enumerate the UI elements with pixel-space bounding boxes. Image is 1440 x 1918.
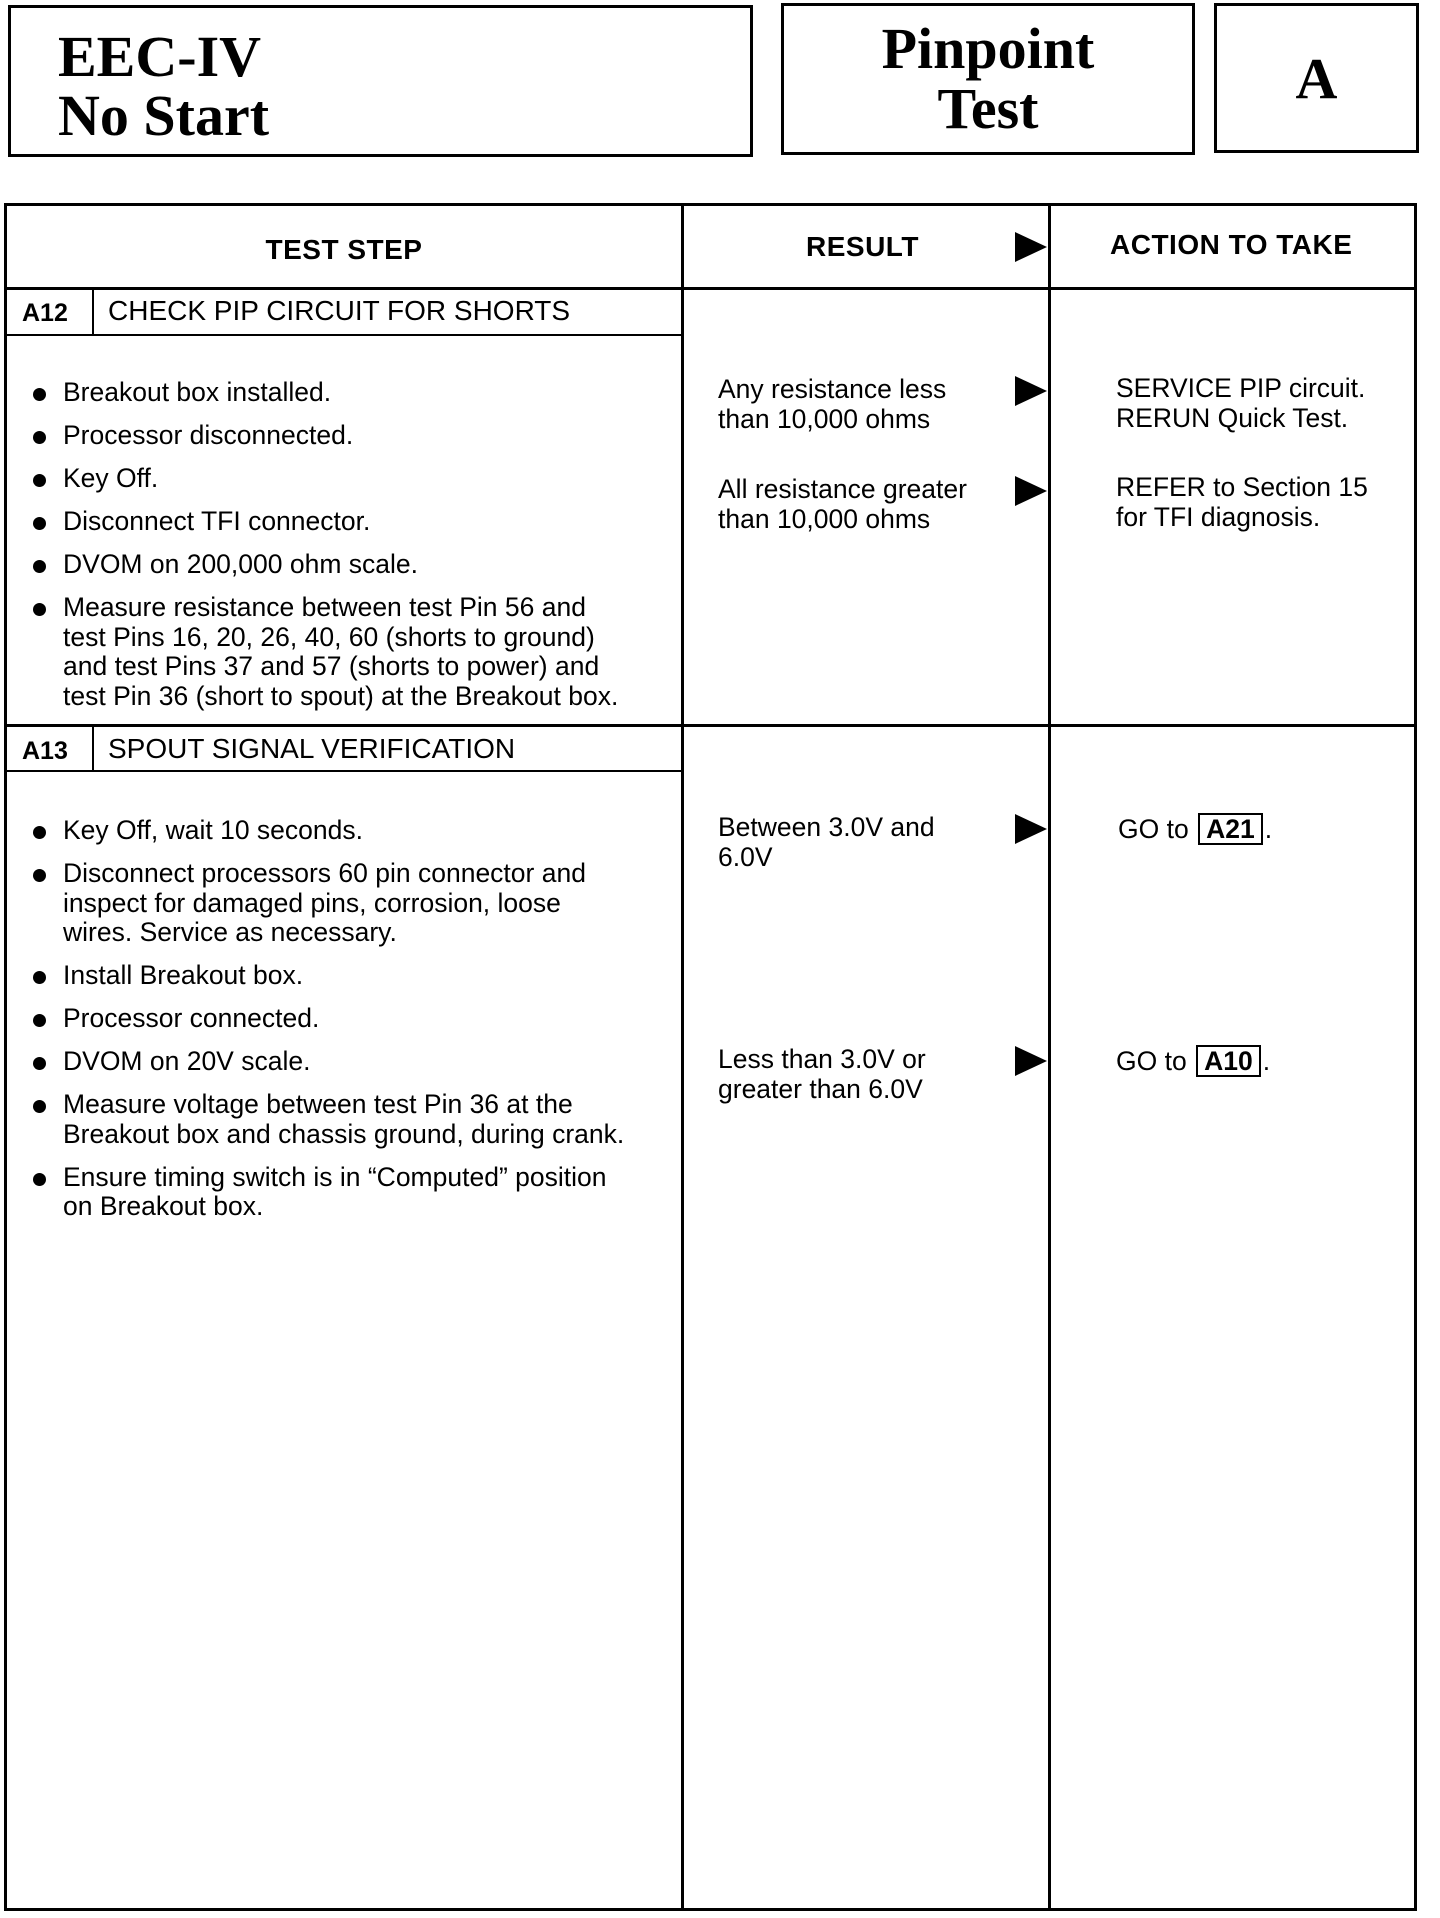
list-item: DVOM on 20V scale.: [30, 1047, 680, 1077]
result-arrow-icon: [1015, 376, 1047, 406]
go-to-a21-link[interactable]: A21: [1198, 813, 1263, 845]
a12-action-1: SERVICE PIP circuit. RERUN Quick Test.: [1116, 373, 1366, 433]
step-a12-id: A12: [22, 299, 68, 327]
header-title-line1: EEC-IV: [58, 24, 262, 89]
a12-title-underline: [4, 334, 684, 336]
list-item: DVOM on 200,000 ohm scale.: [30, 550, 680, 580]
a13-result-1: Between 3.0V and 6.0V: [718, 812, 935, 872]
table-left-border: [4, 203, 7, 1911]
a13-title-underline: [4, 770, 684, 772]
list-item: Key Off, wait 10 seconds.: [30, 816, 680, 846]
list-item: Processor connected.: [30, 1004, 680, 1034]
column-header-test-step: TEST STEP: [265, 234, 423, 265]
a13-action-2: GO to A10 .: [1116, 1046, 1271, 1076]
list-item: Processor disconnected.: [30, 421, 680, 451]
test-letter-box: [1214, 3, 1419, 153]
list-item: Disconnect TFI connector.: [30, 507, 680, 537]
list-item: Install Breakout box.: [30, 961, 680, 991]
table-top-border: [4, 203, 1417, 206]
go-to-a10-link[interactable]: A10: [1196, 1045, 1261, 1077]
a13-action-1: GO to A21 .: [1118, 814, 1273, 844]
result-arrow-icon: [1015, 814, 1047, 844]
table-right-border: [1414, 203, 1417, 1911]
header-title-line2: No Start: [58, 83, 270, 148]
step-a13-procedure: [30, 816, 680, 1235]
list-item: Ensure timing switch is in “Computed” position on Breakout box.: [30, 1163, 680, 1222]
step-a13-title: SPOUT SIGNAL VERIFICATION: [108, 733, 516, 764]
a12-result-2: All resistance greater than 10,000 ohms: [718, 474, 967, 534]
header-row-divider: [4, 287, 1417, 290]
list-item: Measure resistance between test Pin 56 and test Pins 16, 20, 26, 40, 60 (shorts to ground) and test Pins 37 and 57 (shorts to power) and test Pin 36 (short to spout) at the Breakout box.: [30, 593, 680, 711]
result-arrow-icon: [1015, 1046, 1047, 1076]
header-title-box: [8, 5, 753, 157]
column-divider-result: [681, 203, 684, 1911]
pinpoint-test-box: [781, 3, 1195, 155]
step-a12-procedure: [30, 378, 680, 725]
a12-result-1: Any resistance less than 10,000 ohms: [718, 374, 947, 434]
a13-result-2: Less than 3.0V or greater than 6.0V: [718, 1044, 926, 1104]
list-item: Breakout box installed.: [30, 378, 680, 408]
column-header-action: ACTION TO TAKE: [1110, 229, 1353, 260]
step-a12-title: CHECK PIP CIRCUIT FOR SHORTS: [108, 295, 571, 326]
test-letter: A: [1295, 46, 1338, 111]
table-bottom-border: [4, 1908, 1417, 1911]
list-item: Measure voltage between test Pin 36 at the Breakout box and chassis ground, during crank.: [30, 1090, 680, 1149]
a12-id-divider: [92, 287, 94, 336]
pinpoint-test-line2: Test: [937, 76, 1039, 141]
a13-id-divider: [92, 724, 94, 772]
pinpoint-test-line1: Pinpoint: [881, 16, 1095, 81]
list-item: Key Off.: [30, 464, 680, 494]
step-a13-id: A13: [22, 737, 68, 765]
list-item: Disconnect processors 60 pin connector and inspect for damaged pins, corrosion, loose wires. Service as necessary.: [30, 859, 680, 948]
a12-action-2: REFER to Section 15 for TFI diagnosis.: [1116, 472, 1368, 532]
header-arrow-icon: [1015, 232, 1047, 262]
column-header-result: RESULT: [806, 231, 919, 262]
result-arrow-icon: [1015, 476, 1047, 506]
column-divider-action: [1048, 203, 1051, 1911]
